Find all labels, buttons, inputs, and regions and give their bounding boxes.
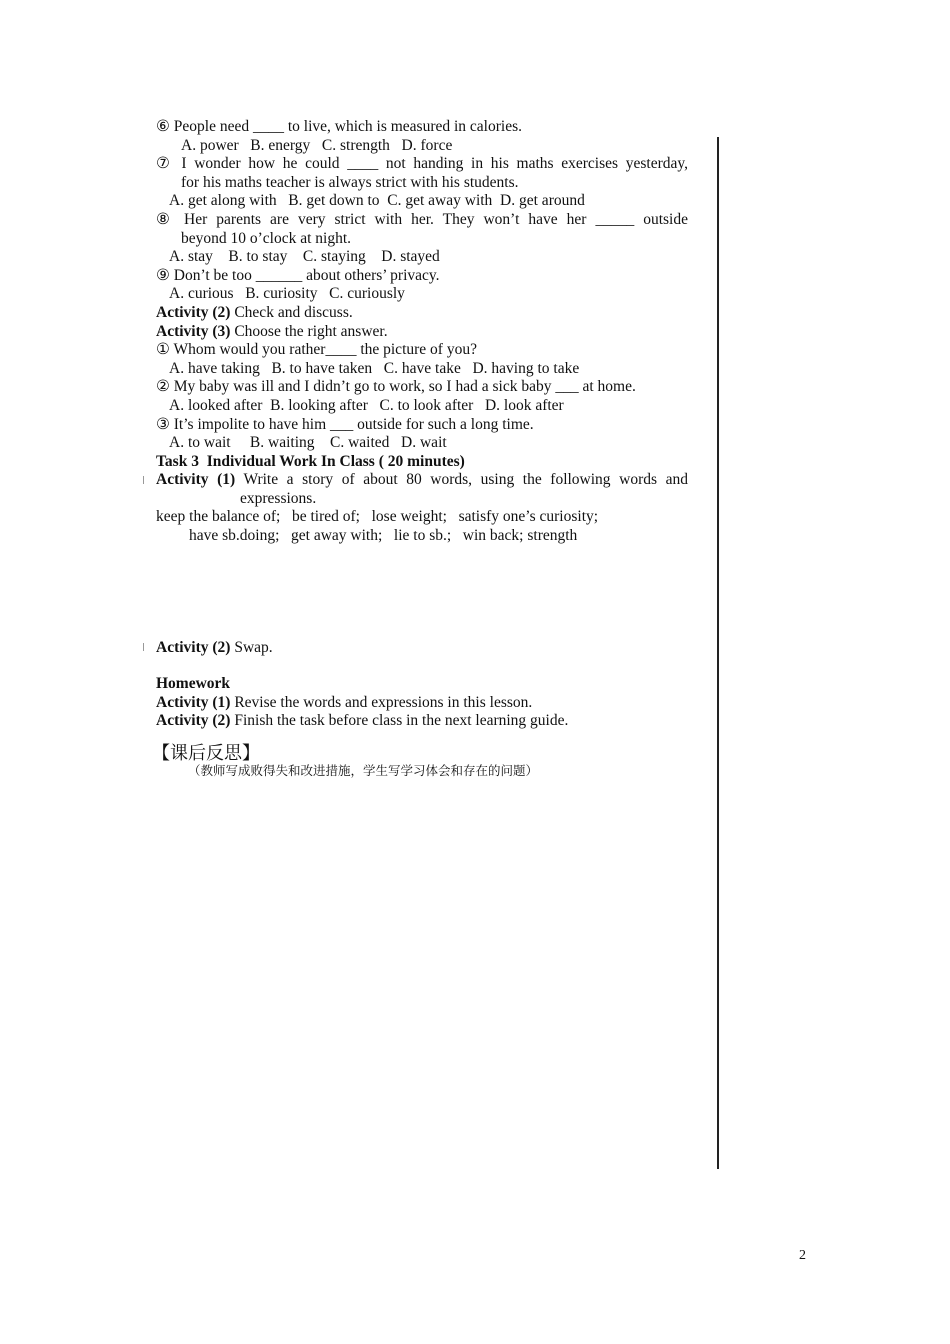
question-8-stem: ⑧ Her parents are very strict with her. They won’t have her _____ outside xyxy=(156,210,688,228)
choice-1-stem: ① Whom would you rather____ the picture of you? xyxy=(156,341,477,359)
choice-2-stem: ② My baby was ill and I didn’t go to work, so I had a sick baby ___ at home. xyxy=(156,378,636,396)
homework-title: Homework xyxy=(156,675,231,693)
choice-2-options: A. looked after B. looking after C. to look after D. look after xyxy=(169,396,564,414)
homework-activity-1-label: Activity (1) xyxy=(156,693,231,711)
activity-2-heading xyxy=(156,304,688,323)
activity-2-label: Activity (2) xyxy=(156,303,231,321)
activity-3-label: Activity (3) xyxy=(156,322,231,340)
question-9-options: A. curious B. curiosity C. curiously xyxy=(169,285,405,303)
task-3-activity-1 xyxy=(156,471,688,490)
word-list-line-1: keep the balance of; be tired of; lose weight; satisfy one’s curiosity; xyxy=(156,508,599,526)
homework-activity-2 xyxy=(156,712,688,731)
page-number: 2 xyxy=(799,1248,806,1263)
task-3-activity-1-cont: expressions. xyxy=(240,489,317,507)
question-6-options: A. power B. energy C. strength D. force xyxy=(181,136,453,154)
homework-activity-1 xyxy=(156,694,688,713)
reflection-note: （教师写成败得失和改进措施，学生写学习体会和存在的问题） xyxy=(188,764,539,779)
task-3-activity-2-text: Swap. xyxy=(230,638,273,656)
activity-2-text: Check and discuss. xyxy=(230,303,353,321)
homework-activity-2-label: Activity (2) xyxy=(156,712,231,730)
task-3-activity-2-label: Activity (2) xyxy=(156,638,231,656)
question-8-options: A. stay B. to stay C. staying D. stayed xyxy=(169,248,440,266)
choice-3-stem: ③ It’s impolite to have him ___ outside for such a long time. xyxy=(156,415,534,433)
task-3-activity-1-label: Activity (1) xyxy=(156,471,236,489)
task-3-title: Task 3 Individual Work In Class ( 20 minutes) xyxy=(156,452,465,470)
margin-tick xyxy=(143,476,144,484)
exercise-content xyxy=(152,118,688,779)
choice-1-options: A. have taking B. to have taken C. have take D. having to take xyxy=(169,359,580,377)
activity-3-heading xyxy=(156,323,688,342)
margin-tick xyxy=(143,643,144,651)
margin-rule xyxy=(717,137,719,1169)
reflection-title: 【课后反思】 xyxy=(152,743,260,764)
activity-3-text: Choose the right answer. xyxy=(230,322,388,340)
question-6-stem: ⑥ People need ____ to live, which is measured in calories. xyxy=(156,118,522,135)
word-list-line-2: have sb.doing; get away with; lie to sb.; win back; strength xyxy=(189,527,578,545)
question-7-stem: ⑦ I wonder how he could ____ not handing in his maths exercises yesterday, xyxy=(156,155,688,173)
homework-activity-1-text: Revise the words and expressions in this lesson. xyxy=(230,693,533,711)
task-3-activity-1-text: Write a story of about 80 words, using the following words and xyxy=(235,471,688,489)
writing-space xyxy=(156,546,688,639)
task-3-activity-2 xyxy=(156,639,688,658)
question-7-stem-cont: for his maths teacher is always strict with his students. xyxy=(181,173,519,191)
choice-3-options: A. to wait B. waiting C. waited D. wait xyxy=(169,434,447,452)
homework-activity-2-text: Finish the task before class in the next learning guide. xyxy=(230,712,569,730)
question-9-stem: ⑨ Don’t be too ______ about others’ privacy. xyxy=(156,266,440,284)
question-8-stem-cont: beyond 10 o’clock at night. xyxy=(181,229,352,247)
question-7-options: A. get along with B. get down to C. get away with D. get around xyxy=(169,192,585,210)
